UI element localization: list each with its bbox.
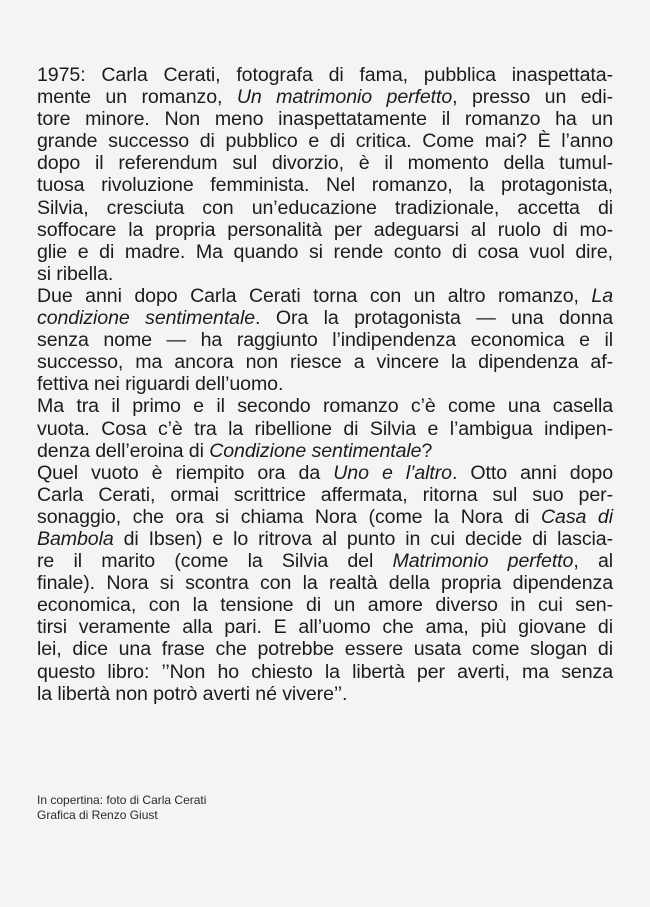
italic-title: Un matrimonio perfetto	[236, 86, 453, 109]
credits	[37, 793, 206, 823]
paragraph-3	[37, 395, 613, 461]
text-line: Due anni dopo Carla Cerati torna con un altro romanzo, La	[37, 284, 613, 307]
text-line: questo libro: ’’Non ho chiesto la libertà per averti, ma senza	[37, 660, 613, 683]
text-line: lei, dice una frase che potrebbe essere usata come slogan di	[37, 638, 613, 661]
text-line: senza nome — ha raggiunto l’indipendenza economica e il	[37, 329, 613, 352]
italic-title: Bambola	[37, 527, 114, 550]
text-line: sonaggio, che ora si chiama Nora (come la Nora di Casa di	[37, 505, 613, 528]
text-line: grande successo di pubblico e di critica. Come mai? È l’anno	[37, 130, 613, 153]
text-line: mente un romanzo, Un matrimonio perfetto, presso un edi-	[37, 86, 613, 109]
text-line: 1975: Carla Cerati, fotografa di fama, pubblica inaspettata-	[37, 64, 613, 86]
paragraph-4	[37, 462, 613, 705]
text-line: Silvia, cresciuta con un’educazione tradizionale, accetta di	[37, 196, 613, 219]
text-line: economica, con la tensione di un amore diverso in cui sen-	[37, 594, 613, 617]
italic-title: condizione sentimentale	[37, 307, 256, 330]
text-line: fettiva nei riguardi dell’uomo.	[37, 373, 284, 396]
text-line: denza dell’eroina di Condizione sentimentale?	[37, 439, 433, 462]
text-line: la libertà non potrò averti né vivere’’.	[37, 682, 348, 705]
italic-title: Condizione sentimentale	[209, 439, 422, 462]
text-line: si ribella.	[37, 262, 114, 285]
text-line: successo, ma ancora non riesce a vincere la dipendenza af-	[37, 351, 613, 374]
cover-photo-credit: In copertina: foto di Carla Cerati	[37, 793, 207, 807]
text-line: re il marito (come la Silvia del Matrimonio perfetto, al	[37, 550, 613, 573]
paragraph-1	[37, 64, 613, 285]
text-line: Ma tra il primo e il secondo romanzo c’è come una casella	[37, 395, 613, 418]
text-line: Carla Cerati, ormai scrittrice affermata, ritorna sul suo per-	[37, 483, 613, 506]
text-line: soffocare la propria personalità per adeguarsi al ruolo di mo-	[37, 218, 613, 241]
graphics-credit: Grafica di Renzo Giust	[37, 808, 158, 822]
italic-title: La	[591, 284, 613, 307]
italic-title: Uno e l’altro	[333, 461, 452, 484]
text-line: tore minore. Non meno inaspettatamente il romanzo ha un	[37, 108, 613, 131]
italic-title: Matrimonio perfetto	[392, 550, 574, 573]
text-line: vuota. Cosa c’è tra la ribellione di Silvia e l’ambigua indipen-	[37, 417, 613, 440]
italic-title: Casa di	[541, 505, 613, 528]
text-line: tirsi veramente alla pari. E all’uomo che ama, più giovane di	[37, 616, 613, 639]
text-line: finale). Nora si scontra con la realtà della propria dipendenza	[37, 572, 613, 595]
text-line: dopo il referendum sul divorzio, è il momento della tumul-	[37, 152, 613, 175]
text-line: Quel vuoto è riempito ora da Uno e l’altro. Otto anni dopo	[37, 461, 613, 484]
text-line: tuosa rivoluzione femminista. Nel romanzo, la protagonista,	[37, 174, 613, 197]
text-line: glie e di madre. Ma quando si rende conto di cosa vuol dire,	[37, 240, 613, 263]
paragraph-2	[37, 285, 613, 395]
text-line: condizione sentimentale. Ora la protagonista — una donna	[37, 307, 613, 330]
blurb-text	[37, 64, 613, 705]
text-line: Bambola di Ibsen) e lo ritrova al punto in cui decide di lascia-	[37, 527, 613, 550]
